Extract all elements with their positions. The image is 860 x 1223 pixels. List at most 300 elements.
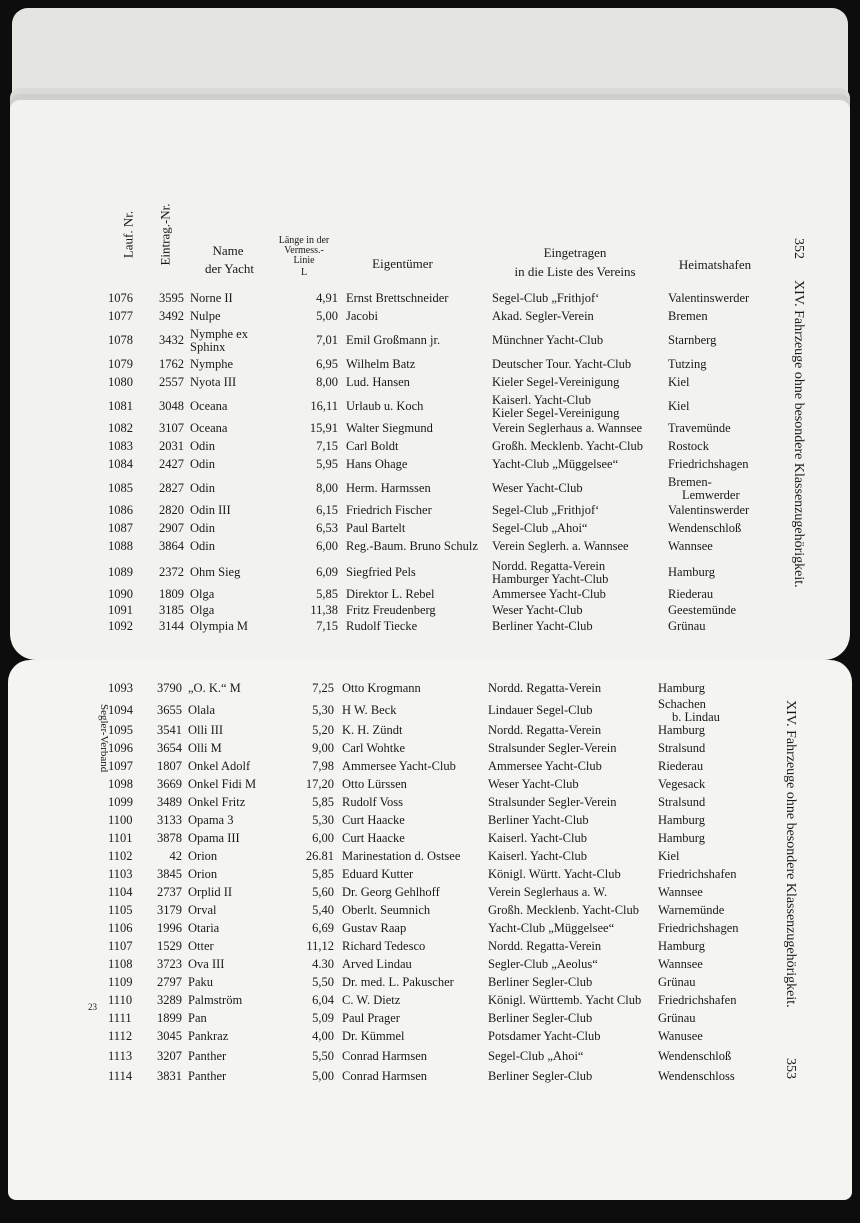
cell-name: Orplid II xyxy=(188,885,233,899)
cell-ein: 3048 xyxy=(159,399,184,413)
cell-eig: Friedrich Fischer xyxy=(346,503,432,517)
cell-hafen: Hamburg xyxy=(658,831,705,845)
cell-lauf: 1085 xyxy=(108,481,133,495)
cell-hafen: Wendenschloß xyxy=(658,1049,732,1063)
cell-eig: Herm. Harmssen xyxy=(346,481,431,495)
cell-lauf: 1102 xyxy=(108,849,133,863)
cell-ein: 3845 xyxy=(157,867,182,881)
cell-hafen: Bremen- xyxy=(668,475,712,489)
cell-ein: 3107 xyxy=(159,421,184,435)
cell-eig: Otto Krogmann xyxy=(342,681,421,695)
cell-eig: Rudolf Tiecke xyxy=(346,619,418,633)
cell-lauf: 1086 xyxy=(108,503,133,517)
cell-liste: Segel-Club „Frithjof‘ xyxy=(492,503,600,517)
cell-len: 11,12 xyxy=(306,939,334,953)
cell-hafen: Hamburg xyxy=(658,813,705,827)
page-number-bottom: 353 xyxy=(783,1058,798,1079)
left-margin-note: Segler-Verband xyxy=(98,704,110,773)
cell-eig: Ammersee Yacht-Club xyxy=(342,759,456,773)
cell-len: 5,00 xyxy=(316,309,338,323)
cell-ein: 3489 xyxy=(157,795,182,809)
cell-eig: Arved Lindau xyxy=(342,957,412,971)
col-header-name-2: der Yacht xyxy=(204,261,255,276)
table-row xyxy=(10,393,850,420)
cell-liste: Stralsunder Segler-Verein xyxy=(488,795,617,809)
cell-liste: Berliner Yacht-Club xyxy=(488,813,589,827)
cell-ein: 2820 xyxy=(159,503,184,517)
cell-ein: 3878 xyxy=(157,831,182,845)
cell-hafen: Hamburg xyxy=(658,723,705,737)
cell-lauf: 1109 xyxy=(108,975,133,989)
cell-hafen: Geestemünde xyxy=(668,603,737,617)
cell-liste: Deutscher Tour. Yacht-Club xyxy=(492,357,632,371)
cell-hafen: Grünau xyxy=(658,975,696,989)
cell-len: 8,00 xyxy=(316,481,338,495)
cell-hafen: Kiel xyxy=(668,399,690,413)
cell-len: 4,91 xyxy=(316,291,338,305)
cell-hafen: Hamburg xyxy=(658,681,705,695)
cell-lauf: 1077 xyxy=(108,309,133,323)
cell-liste: Lindauer Segel-Club xyxy=(488,703,593,717)
cell-lauf: 1112 xyxy=(108,1029,133,1043)
cell-len: 5,40 xyxy=(312,903,334,917)
cell-eig: Curt Haacke xyxy=(342,813,405,827)
cell-name: Orion xyxy=(188,867,218,881)
cell-name: Paku xyxy=(188,975,213,989)
table-row xyxy=(10,559,850,586)
cell-eig: Carl Wohtke xyxy=(342,741,405,755)
cell-liste: Nordd. Regatta-Verein xyxy=(488,723,602,737)
cell-lauf: 1092 xyxy=(108,619,133,633)
cell-ein: 2737 xyxy=(157,885,182,899)
cell-ein: 3133 xyxy=(157,813,182,827)
cell-len: 7,98 xyxy=(312,759,334,773)
cell-eig: Walter Siegmund xyxy=(346,421,433,435)
cell-hafen: Friedrichshagen xyxy=(658,921,739,935)
table-row xyxy=(8,778,852,798)
cell-name: Olympia M xyxy=(190,619,248,633)
cell-eig: Emil Großmann jr. xyxy=(346,333,441,347)
cell-eig: Fritz Freudenberg xyxy=(346,603,436,617)
cell-name: Panther xyxy=(188,1069,227,1083)
cell-ein: 3541 xyxy=(157,723,182,737)
cell-len: 7,15 xyxy=(316,439,338,453)
cell-eig: Curt Haacke xyxy=(342,831,405,845)
cell-name: Odin xyxy=(190,439,215,453)
cell-liste: Berliner Yacht-Club xyxy=(492,619,593,633)
cell-hafen: Wannsee xyxy=(668,539,713,553)
cell-hafen: Warnemünde xyxy=(658,903,725,917)
cell-eig: Conrad Harmsen xyxy=(342,1049,428,1063)
cell-eig: Ernst Brettschneider xyxy=(346,291,449,305)
cell-len: 5,20 xyxy=(312,723,334,737)
cell-len: 6,04 xyxy=(312,993,334,1007)
cell-len: 9,00 xyxy=(312,741,334,755)
col-header-laenge-1: Länge in der xyxy=(278,235,330,246)
cell-len: 6,69 xyxy=(312,921,334,935)
side-title-top: XIV. Fahrzeuge ohne besondere Klassenzugehörigkeit. xyxy=(791,280,806,588)
cell-ein: 2372 xyxy=(159,565,184,579)
cell-liste: Nordd. Regatta-Verein xyxy=(488,939,602,953)
cell-ein: 42 xyxy=(169,849,182,863)
cell-liste: Berliner Segler-Club xyxy=(488,975,593,989)
cell-lauf: 1079 xyxy=(108,357,133,371)
cell-len: 15,91 xyxy=(309,421,338,435)
cell-liste: Verein Seglerh. a. Wannsee xyxy=(492,539,629,553)
cell-len: 5,30 xyxy=(312,813,334,827)
cell-name: Orval xyxy=(188,903,217,917)
cell-lauf: 1089 xyxy=(108,565,133,579)
cell-liste: Berliner Segler-Club xyxy=(488,1011,593,1025)
cell-lauf: 1108 xyxy=(108,957,133,971)
cell-ein: 3432 xyxy=(159,333,184,347)
cell-lauf: 1088 xyxy=(108,539,133,553)
cell-eig: Reg.-Baum. Bruno Schulz xyxy=(346,539,478,553)
cell-eig: Otto Lürssen xyxy=(342,777,407,791)
cell-liste-line2: Hamburger Yacht-Club xyxy=(492,572,609,586)
cell-ein: 1899 xyxy=(157,1011,182,1025)
table-row xyxy=(8,814,852,834)
table-row xyxy=(10,376,850,396)
cell-eig: K. H. Zündt xyxy=(342,723,403,737)
cell-eig: Dr. Kümmel xyxy=(342,1029,405,1043)
cell-name: Onkel Fritz xyxy=(188,795,246,809)
cell-name: Otaria xyxy=(188,921,220,935)
cell-lauf: 1098 xyxy=(108,777,133,791)
cell-liste: Weser Yacht-Club xyxy=(492,481,583,495)
cell-lauf: 1076 xyxy=(108,291,133,305)
cell-len: 5,85 xyxy=(316,587,338,601)
cell-name: Ova III xyxy=(188,957,225,971)
cell-hafen-line2: b. Lindau xyxy=(672,710,720,724)
col-header-eigentuemer: Eigentümer xyxy=(372,256,433,271)
table-row xyxy=(8,1030,852,1050)
cell-len: 7,15 xyxy=(316,619,338,633)
cell-lauf: 1081 xyxy=(108,399,133,413)
cell-eig: Richard Tedesco xyxy=(342,939,426,953)
cell-eig: Urlaub u. Koch xyxy=(346,399,424,413)
cell-ein: 2907 xyxy=(159,521,184,535)
cell-liste: Großh. Mecklenb. Yacht-Club xyxy=(488,903,640,917)
cell-lauf: 1082 xyxy=(108,421,133,435)
cell-name-line2: Sphinx xyxy=(190,340,226,354)
cell-eig: Paul Prager xyxy=(342,1011,400,1025)
col-header-eintrag: Eintrag.-Nr. xyxy=(157,203,173,266)
table-row xyxy=(10,358,850,378)
cell-len: 5,95 xyxy=(316,457,338,471)
cell-name: Nyota III xyxy=(190,375,237,389)
col-header-laenge-3: Linie xyxy=(293,255,315,266)
cell-lauf: 1111 xyxy=(108,1011,132,1025)
cell-liste: Kieler Segel-Vereinigung xyxy=(492,375,620,389)
cell-liste: Yacht-Club „Müggelsee“ xyxy=(488,921,615,935)
table-row xyxy=(8,796,852,816)
cell-len: 5,30 xyxy=(312,703,334,717)
cell-hafen: Stralsund xyxy=(658,741,706,755)
table-row xyxy=(8,1070,852,1090)
cell-hafen: Tutzing xyxy=(668,357,707,371)
cell-ein: 1807 xyxy=(157,759,182,773)
cell-lauf: 1104 xyxy=(108,885,133,899)
cell-name: Norne II xyxy=(190,291,233,305)
cell-hafen: Valentinswerder xyxy=(668,291,750,305)
table-row xyxy=(8,994,852,1014)
cell-liste: Yacht-Club „Müggelsee“ xyxy=(492,457,619,471)
cell-lauf: 1097 xyxy=(108,759,133,773)
col-header-liste-1: Eingetragen xyxy=(543,245,607,260)
table-row xyxy=(10,327,850,354)
cell-hafen: Grünau xyxy=(668,619,706,633)
cell-len: 8,00 xyxy=(316,375,338,389)
cell-liste: Weser Yacht-Club xyxy=(492,603,583,617)
cell-hafen: Riederau xyxy=(658,759,704,773)
cell-name: Oceana xyxy=(190,421,228,435)
cell-hafen: Friedrichshafen xyxy=(658,867,737,881)
cell-eig: Siegfried Pels xyxy=(346,565,416,579)
col-header-heimatshafen: Heimatshafen xyxy=(678,257,752,272)
cell-eig: Paul Bartelt xyxy=(346,521,406,535)
cell-len: 5,50 xyxy=(312,1049,334,1063)
cell-eig: Carl Boldt xyxy=(346,439,399,453)
cell-eig: Marinestation d. Ostsee xyxy=(342,849,461,863)
col-header-laenge-2: Vermess.- xyxy=(284,245,324,256)
cell-liste: Kaiserl. Yacht-Club xyxy=(488,849,587,863)
cell-liste: Verein Seglerhaus a. W. xyxy=(488,885,608,899)
cell-name: Nymphe ex xyxy=(190,327,248,341)
cell-lauf: 1095 xyxy=(108,723,133,737)
cell-hafen: Stralsund xyxy=(658,795,706,809)
cell-name: Onkel Fidi M xyxy=(188,777,257,791)
cell-name: Pan xyxy=(188,1011,207,1025)
cell-len: 16,11 xyxy=(310,399,338,413)
cell-lauf: 1083 xyxy=(108,439,133,453)
cell-hafen: Wanusee xyxy=(658,1029,703,1043)
cell-name: Ohm Sieg xyxy=(190,565,241,579)
cell-liste: Segel-Club „Ahoi“ xyxy=(492,521,588,535)
cell-liste: Kaiserl. Yacht-Club xyxy=(492,393,591,407)
cell-len: 5,60 xyxy=(312,885,334,899)
cell-len: 5,00 xyxy=(312,1069,334,1083)
cell-lauf: 1103 xyxy=(108,867,133,881)
cell-liste: Königl. Württ. Yacht-Club xyxy=(488,867,621,881)
cell-lauf: 1105 xyxy=(108,903,133,917)
cell-name: Oceana xyxy=(190,399,228,413)
cell-len: 4.30 xyxy=(312,957,334,971)
table-row xyxy=(10,475,850,502)
cell-ein: 1762 xyxy=(159,357,184,371)
cell-len: 17,20 xyxy=(305,777,334,791)
cell-name: Olli III xyxy=(188,723,224,737)
cell-name: Otter xyxy=(188,939,214,953)
cell-hafen: Friedrichshagen xyxy=(668,457,749,471)
cell-ein: 1529 xyxy=(157,939,182,953)
cell-liste: Kaiserl. Yacht-Club xyxy=(488,831,587,845)
table-row xyxy=(10,422,850,442)
cell-liste: Verein Seglerhaus a. Wannsee xyxy=(492,421,643,435)
cell-liste: Ammersee Yacht-Club xyxy=(488,759,602,773)
cell-eig: C. W. Dietz xyxy=(342,993,401,1007)
cell-ein: 3595 xyxy=(159,291,184,305)
cell-liste: Potsdamer Yacht-Club xyxy=(488,1029,601,1043)
table-row xyxy=(8,760,852,780)
table-row xyxy=(8,922,852,942)
cell-name: Nymphe xyxy=(190,357,234,371)
cell-ein: 3185 xyxy=(159,603,184,617)
cell-ein: 3831 xyxy=(157,1069,182,1083)
cell-eig: Dr. med. L. Pakuscher xyxy=(342,975,454,989)
cell-ein: 3669 xyxy=(157,777,182,791)
cell-hafen: Hamburg xyxy=(658,939,705,953)
cell-len: 5,50 xyxy=(312,975,334,989)
cell-len: 6,00 xyxy=(312,831,334,845)
cell-hafen: Rostock xyxy=(668,439,709,453)
cell-name: Opama 3 xyxy=(188,813,234,827)
cell-ein: 3207 xyxy=(157,1049,182,1063)
cell-len: 7,25 xyxy=(312,681,334,695)
cell-hafen: Riederau xyxy=(668,587,714,601)
cell-len: 6,95 xyxy=(316,357,338,371)
cell-hafen: Wannsee xyxy=(658,885,703,899)
cell-ein: 3179 xyxy=(157,903,182,917)
col-header-laenge-4: L xyxy=(300,267,308,278)
cell-ein: 3864 xyxy=(159,539,184,553)
cell-name: Orion xyxy=(188,849,218,863)
cell-hafen: Bremen xyxy=(668,309,708,323)
cell-hafen: Kiel xyxy=(668,375,690,389)
cell-lauf: 1110 xyxy=(108,993,133,1007)
cell-len: 26.81 xyxy=(305,849,334,863)
cell-lauf: 1094 xyxy=(108,703,133,717)
cell-hafen: Vegesack xyxy=(658,777,706,791)
cell-len: 11,38 xyxy=(310,603,338,617)
cell-ein: 3654 xyxy=(157,741,182,755)
cell-lauf: 1087 xyxy=(108,521,133,535)
cell-lauf: 1101 xyxy=(108,831,133,845)
table-row xyxy=(10,458,850,478)
cell-ein: 3790 xyxy=(157,681,182,695)
table-row xyxy=(10,620,850,640)
cell-lauf: 1080 xyxy=(108,375,133,389)
cell-ein: 3144 xyxy=(159,619,184,633)
cell-eig: Dr. Georg Gehlhoff xyxy=(342,885,440,899)
table-row xyxy=(8,697,852,724)
cell-name: Opama III xyxy=(188,831,240,845)
cell-liste: Münchner Yacht-Club xyxy=(492,333,604,347)
cell-name: „O. K.“ M xyxy=(188,681,241,695)
cell-hafen: Grünau xyxy=(658,1011,696,1025)
cell-len: 6,09 xyxy=(316,565,338,579)
table-row xyxy=(10,292,850,312)
cell-eig: Hans Ohage xyxy=(346,457,408,471)
cell-len: 6,15 xyxy=(316,503,338,517)
table-row xyxy=(8,886,852,906)
sheet-mark: 23 xyxy=(88,1002,97,1012)
cell-len: 6,53 xyxy=(316,521,338,535)
cell-hafen: Wendenschloss xyxy=(658,1069,735,1083)
cell-ein: 3045 xyxy=(157,1029,182,1043)
col-header-name-1: Name xyxy=(212,243,244,258)
cell-len: 5,85 xyxy=(312,795,334,809)
table-row xyxy=(8,724,852,744)
cell-lauf: 1078 xyxy=(108,333,133,347)
cell-lauf: 1084 xyxy=(108,457,133,471)
cell-hafen: Kiel xyxy=(658,849,680,863)
side-title-bottom: XIV. Fahrzeuge ohne besondere Klassenzugehörigkeit. xyxy=(783,700,798,1008)
cell-name: Olala xyxy=(188,703,216,717)
cell-lauf: 1091 xyxy=(108,603,133,617)
cell-lauf: 1099 xyxy=(108,795,133,809)
cell-hafen: Friedrichshafen xyxy=(658,993,737,1007)
cell-lauf: 1096 xyxy=(108,741,133,755)
cell-liste: Nordd. Regatta-Verein xyxy=(492,559,606,573)
cell-eig: Direktor L. Rebel xyxy=(346,587,435,601)
cell-ein: 1996 xyxy=(157,921,182,935)
cell-ein: 2557 xyxy=(159,375,184,389)
cell-hafen: Travemünde xyxy=(668,421,731,435)
table-row xyxy=(8,1050,852,1070)
cell-ein: 3492 xyxy=(159,309,184,323)
cell-name: Odin xyxy=(190,481,215,495)
cell-name: Odin xyxy=(190,521,215,535)
page-number-top: 352 xyxy=(791,238,806,259)
cell-name: Odin xyxy=(190,457,215,471)
cell-ein: 3289 xyxy=(157,993,182,1007)
cell-lauf: 1100 xyxy=(108,813,133,827)
table-row xyxy=(10,540,850,560)
table-row xyxy=(10,310,850,330)
cell-liste-line2: Kieler Segel-Vereinigung xyxy=(492,406,620,420)
table-row xyxy=(8,1012,852,1032)
cell-liste: Nordd. Regatta-Verein xyxy=(488,681,602,695)
cell-liste: Stralsunder Segler-Verein xyxy=(488,741,617,755)
cell-hafen-line2: Lemwerder xyxy=(682,488,740,502)
page-353 xyxy=(8,660,852,1200)
cell-lauf: 1106 xyxy=(108,921,133,935)
cell-eig: Wilhelm Batz xyxy=(346,357,416,371)
cell-hafen: Wendenschloß xyxy=(668,521,742,535)
cell-liste: Berliner Segler-Club xyxy=(488,1069,593,1083)
cell-liste: Ammersee Yacht-Club xyxy=(492,587,606,601)
cell-lauf: 1090 xyxy=(108,587,133,601)
cell-liste: Königl. Württemb. Yacht Club xyxy=(488,993,642,1007)
cell-hafen: Hamburg xyxy=(668,565,715,579)
cell-len: 5,09 xyxy=(312,1011,334,1025)
cell-eig: Lud. Hansen xyxy=(346,375,410,389)
cell-lauf: 1114 xyxy=(108,1069,133,1083)
cell-name: Olga xyxy=(190,587,215,601)
cell-eig: H W. Beck xyxy=(342,703,397,717)
cell-eig: Gustav Raap xyxy=(342,921,407,935)
cell-ein: 1809 xyxy=(159,587,184,601)
cell-name: Nulpe xyxy=(190,309,221,323)
cell-liste: Akad. Segler-Verein xyxy=(492,309,594,323)
col-header-liste-2: in die Liste des Vereins xyxy=(514,264,636,279)
cell-ein: 2827 xyxy=(159,481,184,495)
cell-eig: Jacobi xyxy=(346,309,378,323)
cell-hafen: Starnberg xyxy=(668,333,717,347)
cell-liste: Segel-Club „Ahoi“ xyxy=(488,1049,584,1063)
cell-len: 4,00 xyxy=(312,1029,334,1043)
cell-name: Pankraz xyxy=(188,1029,229,1043)
cell-liste: Weser Yacht-Club xyxy=(488,777,579,791)
cell-name: Panther xyxy=(188,1049,227,1063)
cell-len: 6,00 xyxy=(316,539,338,553)
cell-name: Olli M xyxy=(188,741,222,755)
cell-liste: Segel-Club „Frithjof‘ xyxy=(492,291,600,305)
cell-ein: 3723 xyxy=(157,957,182,971)
cell-eig: Rudolf Voss xyxy=(342,795,404,809)
cell-name: Olga xyxy=(190,603,215,617)
